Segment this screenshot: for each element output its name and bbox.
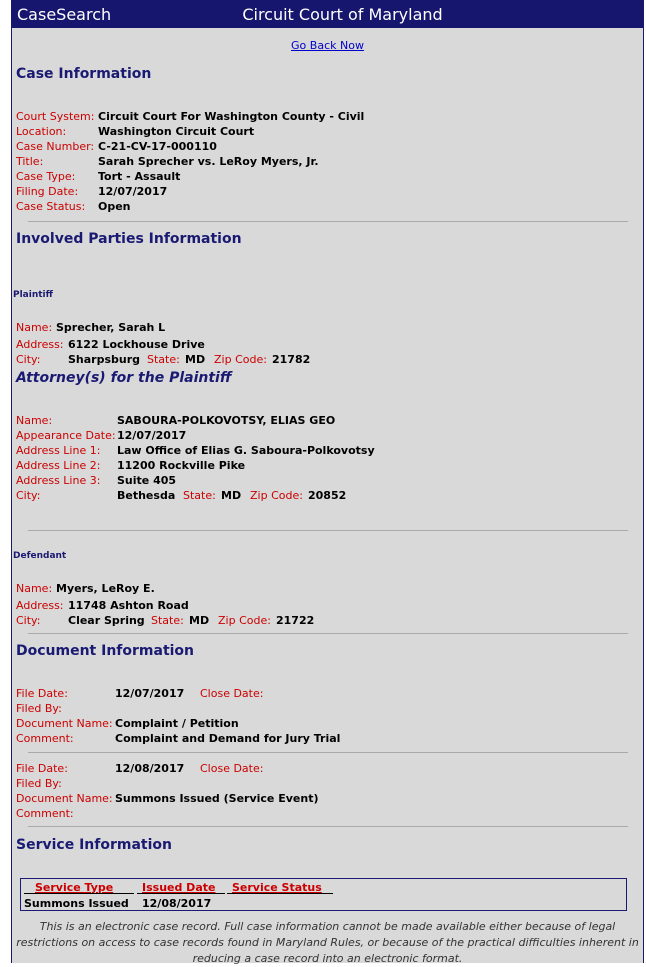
location-value: Washington Circuit Court xyxy=(98,125,255,138)
attorney-address3-label: Address Line 3: xyxy=(16,474,101,487)
doc2-comment-label: Comment: xyxy=(16,807,74,820)
defendant-state-value: MD xyxy=(189,614,210,627)
document-info-heading: Document Information xyxy=(16,643,195,659)
service-info-heading: Service Information xyxy=(16,837,172,853)
plaintiff-state-value: MD xyxy=(185,353,206,366)
location-label: Location: xyxy=(16,125,67,138)
appearance-date-label: Appearance Date: xyxy=(16,429,116,442)
court-system-value: Circuit Court For Washington County - Civil xyxy=(98,110,365,123)
service-type-header: Service Type xyxy=(35,881,114,894)
court-system-label: Court System: xyxy=(16,110,95,123)
header-underline xyxy=(227,893,333,894)
case-type-label: Case Type: xyxy=(16,170,76,183)
defendant-address-value: 11748 Ashton Road xyxy=(68,599,189,612)
divider xyxy=(28,221,628,222)
attorney-city-label: City: xyxy=(16,489,41,502)
attorney-address1-label: Address Line 1: xyxy=(16,444,101,457)
divider xyxy=(28,633,628,634)
case-number-value: C-21-CV-17-000110 xyxy=(98,140,217,153)
go-back-link[interactable]: Go Back Now xyxy=(291,39,364,52)
defendant-zip-label: Zip Code: xyxy=(218,614,271,627)
attorney-city-value: Bethesda xyxy=(117,489,176,502)
case-number-label: Case Number: xyxy=(16,140,95,153)
issued-date-header: Issued Date xyxy=(142,881,216,894)
doc1-doc-name-value: Complaint / Petition xyxy=(115,717,239,730)
plaintiff-heading: Plaintiff xyxy=(13,290,53,300)
plaintiff-address-label: Address: xyxy=(16,338,64,351)
plaintiff-state-label: State: xyxy=(147,353,180,366)
case-info-heading: Case Information xyxy=(16,66,152,82)
service-table xyxy=(20,878,627,911)
plaintiff-address-value: 6122 Lockhouse Drive xyxy=(68,338,205,351)
defendant-name-value: Myers, LeRoy E. xyxy=(56,582,155,595)
plaintiff-zip-value: 21782 xyxy=(272,353,311,366)
doc2-close-date-label: Close Date: xyxy=(200,762,264,775)
doc1-comment-label: Comment: xyxy=(16,732,74,745)
plaintiff-name-value: Sprecher, Sarah L xyxy=(56,321,166,334)
case-status-label: Case Status: xyxy=(16,200,86,213)
court-title: Circuit Court of Maryland xyxy=(242,5,443,24)
attorney-zip-value: 20852 xyxy=(308,489,347,502)
case-type-value: Tort - Assault xyxy=(98,170,181,183)
divider xyxy=(28,530,628,531)
defendant-state-label: State: xyxy=(151,614,184,627)
plaintiff-zip-label: Zip Code: xyxy=(214,353,267,366)
defendant-city-label: City: xyxy=(16,614,41,627)
disclaimer-text: This is an electronic case record. Full case information cannot be made available either because of legal restrictions on access to case records found in Maryland Rules, or because of the practical difficulties inherent in reducing a case record into an electronic format. xyxy=(16,920,639,965)
doc1-file-date-label: File Date: xyxy=(16,687,68,700)
header-underline xyxy=(24,893,134,894)
top-header-bar xyxy=(12,0,643,28)
defendant-city-value: Clear Spring xyxy=(68,614,145,627)
filing-date-label: Filing Date: xyxy=(16,185,79,198)
attorney-address1-value: Law Office of Elias G. Saboura-Polkovotsy xyxy=(117,444,375,457)
case-title-value: Sarah Sprecher vs. LeRoy Myers, Jr. xyxy=(98,155,319,168)
appearance-date-value: 12/07/2017 xyxy=(117,429,187,442)
attorney-state-label: State: xyxy=(183,489,216,502)
attorney-name-label: Name: xyxy=(16,414,53,427)
plaintiff-city-value: Sharpsburg xyxy=(68,353,141,366)
attorney-heading: Attorney(s) for the Plaintiff xyxy=(16,370,232,386)
app-brand: CaseSearch xyxy=(17,5,112,24)
page-panel xyxy=(11,0,644,963)
case-status-value: Open xyxy=(98,200,131,213)
defendant-name-label: Name: xyxy=(16,582,53,595)
divider xyxy=(28,752,628,753)
doc1-comment-value: Complaint and Demand for Jury Trial xyxy=(115,732,341,745)
doc1-filed-by-label: Filed By: xyxy=(16,702,62,715)
filing-date-value: 12/07/2017 xyxy=(98,185,168,198)
plaintiff-city-label: City: xyxy=(16,353,41,366)
attorney-address2-value: 11200 Rockville Pike xyxy=(117,459,246,472)
doc2-file-date-label: File Date: xyxy=(16,762,68,775)
doc2-doc-name-value: Summons Issued (Service Event) xyxy=(115,792,319,805)
attorney-name-value: SABOURA-POLKOVOTSY, ELIAS GEO xyxy=(117,414,336,427)
plaintiff-name-label: Name: xyxy=(16,321,53,334)
defendant-heading: Defendant xyxy=(13,551,67,561)
service-type-cell: Summons Issued xyxy=(24,897,129,910)
service-status-header: Service Status xyxy=(232,881,322,894)
attorney-address3-value: Suite 405 xyxy=(117,474,177,487)
case-title-label: Title: xyxy=(16,155,44,168)
doc2-filed-by-label: Filed By: xyxy=(16,777,62,790)
attorney-state-value: MD xyxy=(221,489,242,502)
defendant-address-label: Address: xyxy=(16,599,64,612)
defendant-zip-value: 21722 xyxy=(276,614,315,627)
doc1-doc-name-label: Document Name: xyxy=(16,717,113,730)
doc1-file-date-value: 12/07/2017 xyxy=(115,687,185,700)
issued-date-cell: 12/08/2017 xyxy=(142,897,212,910)
doc2-file-date-value: 12/08/2017 xyxy=(115,762,185,775)
attorney-zip-label: Zip Code: xyxy=(250,489,303,502)
header-underline xyxy=(137,893,225,894)
divider xyxy=(28,826,628,827)
parties-heading: Involved Parties Information xyxy=(16,231,242,247)
doc2-doc-name-label: Document Name: xyxy=(16,792,113,805)
doc1-close-date-label: Close Date: xyxy=(200,687,264,700)
attorney-address2-label: Address Line 2: xyxy=(16,459,101,472)
